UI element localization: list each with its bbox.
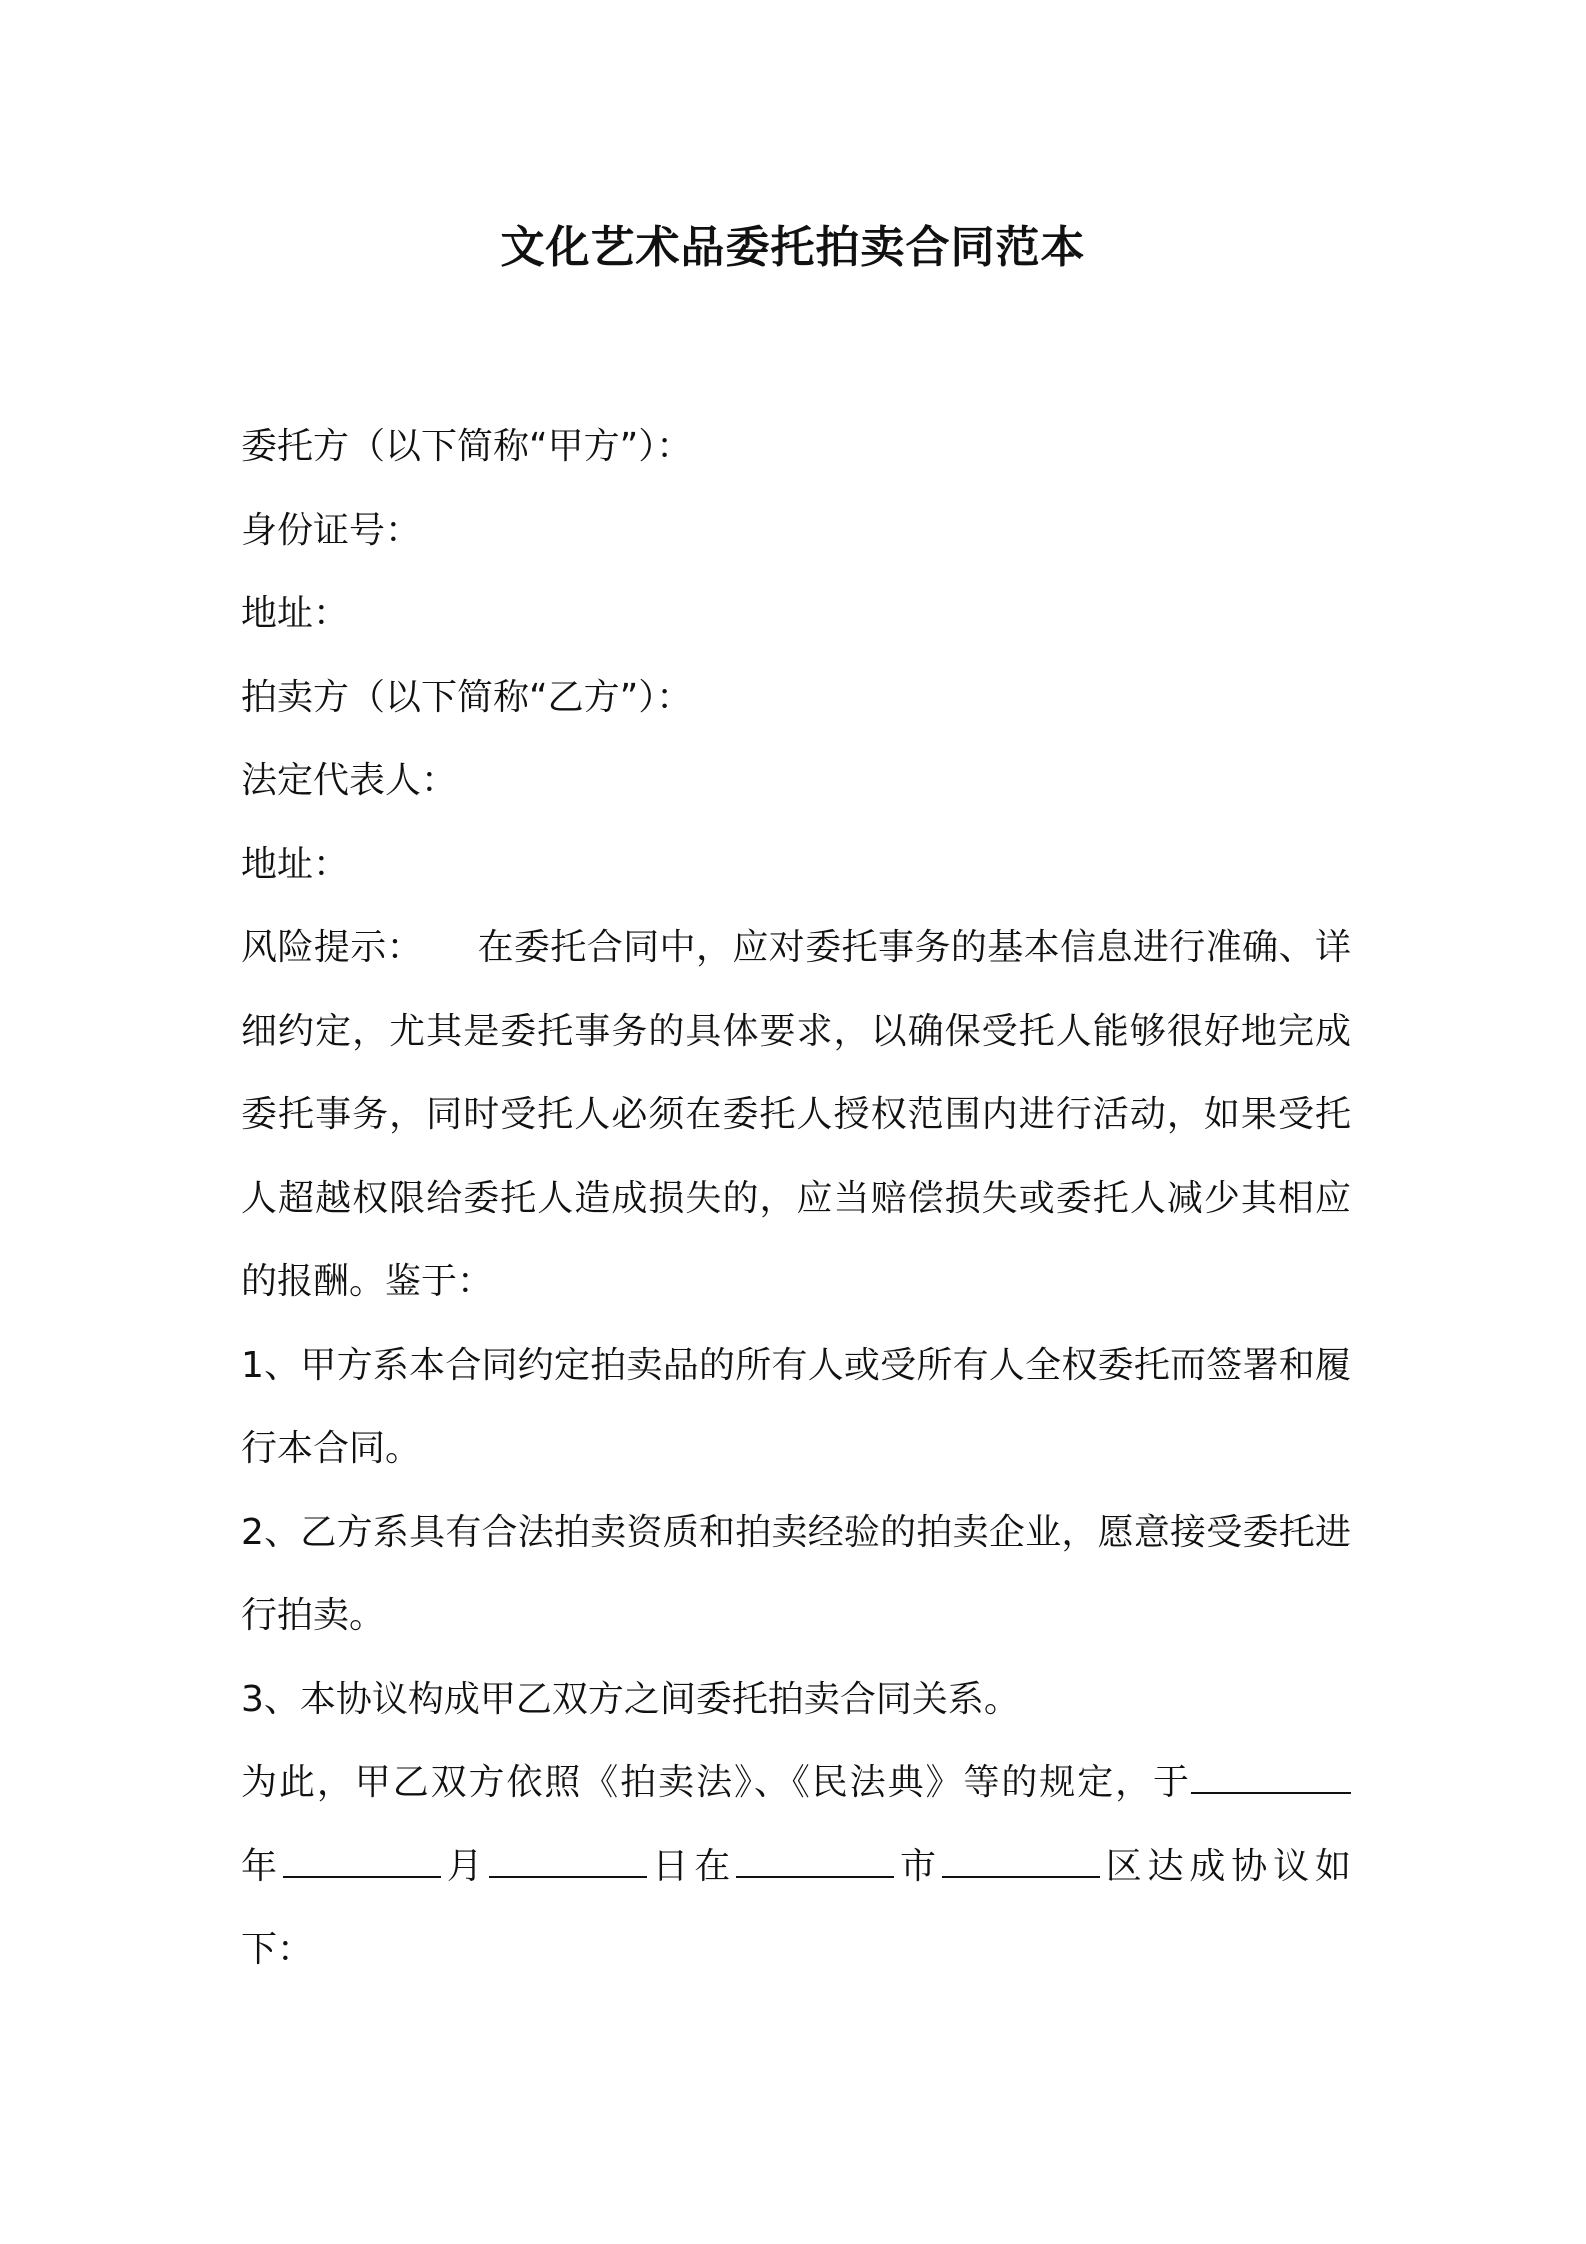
closing-year: 年 xyxy=(241,1845,283,1887)
closing-district-agree: 区达成协议如 xyxy=(1099,1845,1351,1887)
closing-city: 市 xyxy=(894,1845,942,1887)
closing-intro: 为此，甲乙双方依照《拍卖法》、《民法典》等的规定，于 xyxy=(241,1762,1191,1803)
document-body xyxy=(241,405,1351,1992)
document-title: 文化艺术品委托拍卖合同范本 xyxy=(500,222,1086,273)
closing-end: 下： xyxy=(241,1929,314,1970)
clause-3: 3、本协议构成甲乙双方之间委托拍卖合同关系。 xyxy=(241,1678,1020,1720)
closing-month: 月 xyxy=(440,1845,489,1887)
closing-day-at: 日在 xyxy=(646,1845,737,1887)
field-auctioneer-address: 地址： xyxy=(241,843,350,885)
risk-notice-label: 风险提示： xyxy=(241,927,424,968)
closing-line-2 xyxy=(241,1825,1351,1909)
field-legal-representative: 法定代表人： xyxy=(241,760,458,801)
closing-line-1 xyxy=(241,1741,1351,1825)
field-principal: 委托方（以下简称“甲方”）： xyxy=(241,426,693,467)
field-principal-address: 地址： xyxy=(241,593,350,634)
date-year-blank[interactable] xyxy=(1191,1762,1351,1794)
clause-1: 1、甲方系本合同约定拍卖品的所有人或受所有人全权委托而签署和履行本合同。 xyxy=(241,1344,1351,1469)
date-day-blank[interactable] xyxy=(489,1846,647,1878)
closing-paragraph xyxy=(241,1741,1351,1992)
risk-notice-text: 在委托合同中，应对委托事务的基本信息进行准确、详细约定，尤其是委托事务的具体要求，以确保受托人能够很好地完成委托事务，同时受托人必须在委托人授权范围内进行活动，如果受托人超越权限给委托人造成损失的，应当赔偿损失或委托人减少其相应的报酬。鉴于： xyxy=(241,927,1351,1302)
risk-notice xyxy=(241,906,1351,1324)
field-id-number: 身份证号： xyxy=(241,509,422,551)
field-auctioneer: 拍卖方（以下简称“乙方”）： xyxy=(241,676,693,718)
clause-2: 2、乙方系具有合法拍卖资质和拍卖经验的拍卖企业，愿意接受委托进行拍卖。 xyxy=(241,1511,1351,1636)
date-month-blank[interactable] xyxy=(283,1846,441,1878)
city-blank[interactable] xyxy=(736,1846,894,1878)
district-blank[interactable] xyxy=(942,1846,1100,1878)
